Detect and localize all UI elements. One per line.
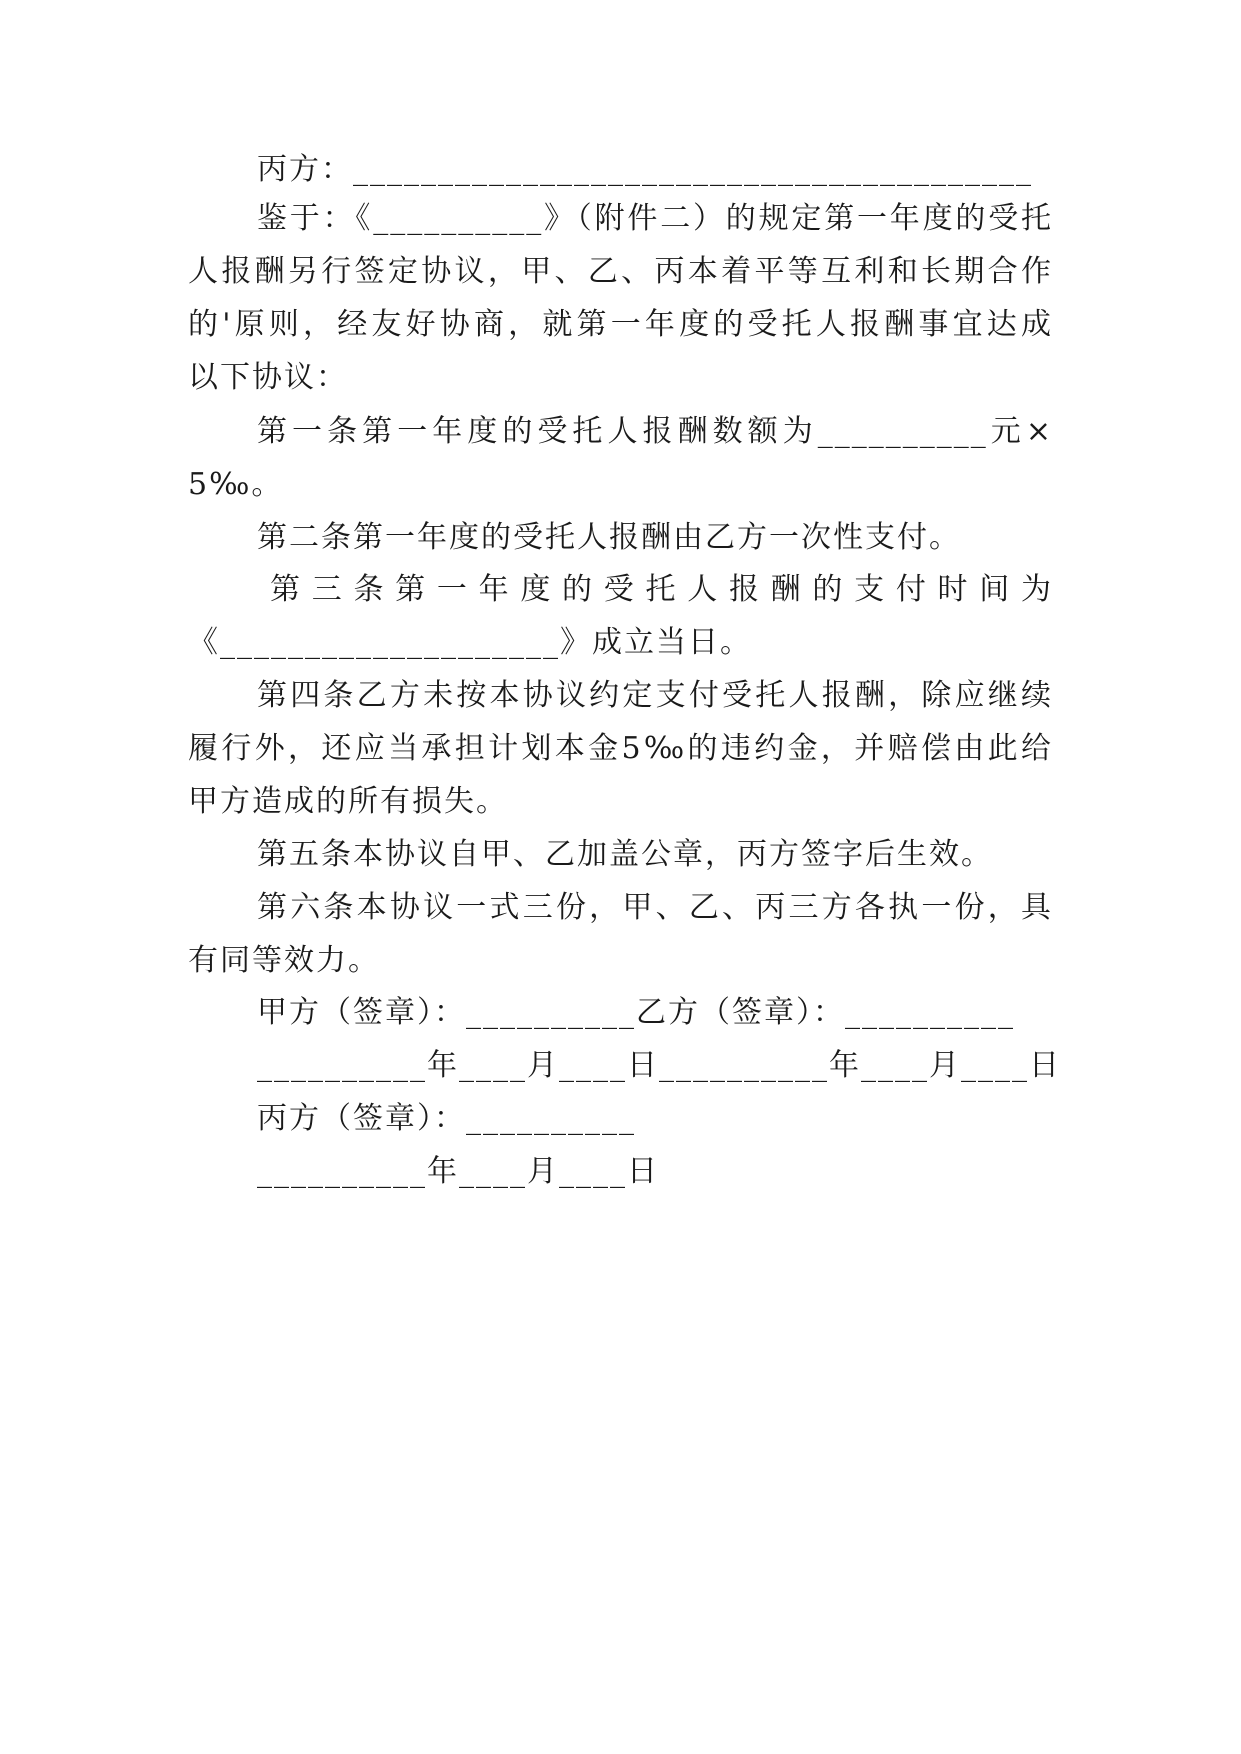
article-1-line-1: 第一条第一年度的受托人报酬数额为__________元× xyxy=(257,414,1053,449)
whereas-line-2: 人报酬另行签定协议，甲、乙、丙本着平等互利和长期合作 xyxy=(188,254,1053,289)
article-4-line-3: 甲方造成的所有损失。 xyxy=(188,784,508,819)
article-4-line-2: 履行外，还应当承担计划本金5‰的违约金，并赔偿由此给 xyxy=(188,731,1053,766)
article-3-line-1: 第三条第一年度的受托人报酬的支付时间为 xyxy=(270,572,1053,607)
whereas-line-3: 的'原则，经友好协商，就第一年度的受托人报酬事宜达成 xyxy=(188,307,1053,342)
article-6-line-2: 有同等效力。 xyxy=(188,943,380,978)
article-1-line-2: 5‰。 xyxy=(188,467,284,502)
whereas-line-1: 鉴于：《__________》（附件二）的规定第一年度的受托 xyxy=(257,201,1053,236)
signature-party-c: 丙方（签章）：__________ xyxy=(257,1101,636,1136)
signature-date-c: __________年____月____日 xyxy=(257,1154,659,1189)
article-6-line-1: 第六条本协议一式三份，甲、乙、丙三方各执一份，具 xyxy=(257,890,1053,925)
signature-date-a-b: __________年____月____日__________年____月____日 xyxy=(257,1048,1061,1083)
article-5: 第五条本协议自甲、乙加盖公章，丙方签字后生效。 xyxy=(257,837,993,872)
party-c-line: 丙方：________________________________________ xyxy=(257,152,1033,187)
article-4-line-1: 第四条乙方未按本协议约定支付受托人报酬，除应继续 xyxy=(257,678,1053,713)
signature-party-a-b: 甲方（签章）：__________乙方（签章）：__________ xyxy=(257,995,1015,1030)
whereas-line-4: 以下协议： xyxy=(188,360,348,395)
article-2: 第二条第一年度的受托人报酬由乙方一次性支付。 xyxy=(257,520,961,555)
article-3-line-2: 《____________________》成立当日。 xyxy=(188,625,752,660)
